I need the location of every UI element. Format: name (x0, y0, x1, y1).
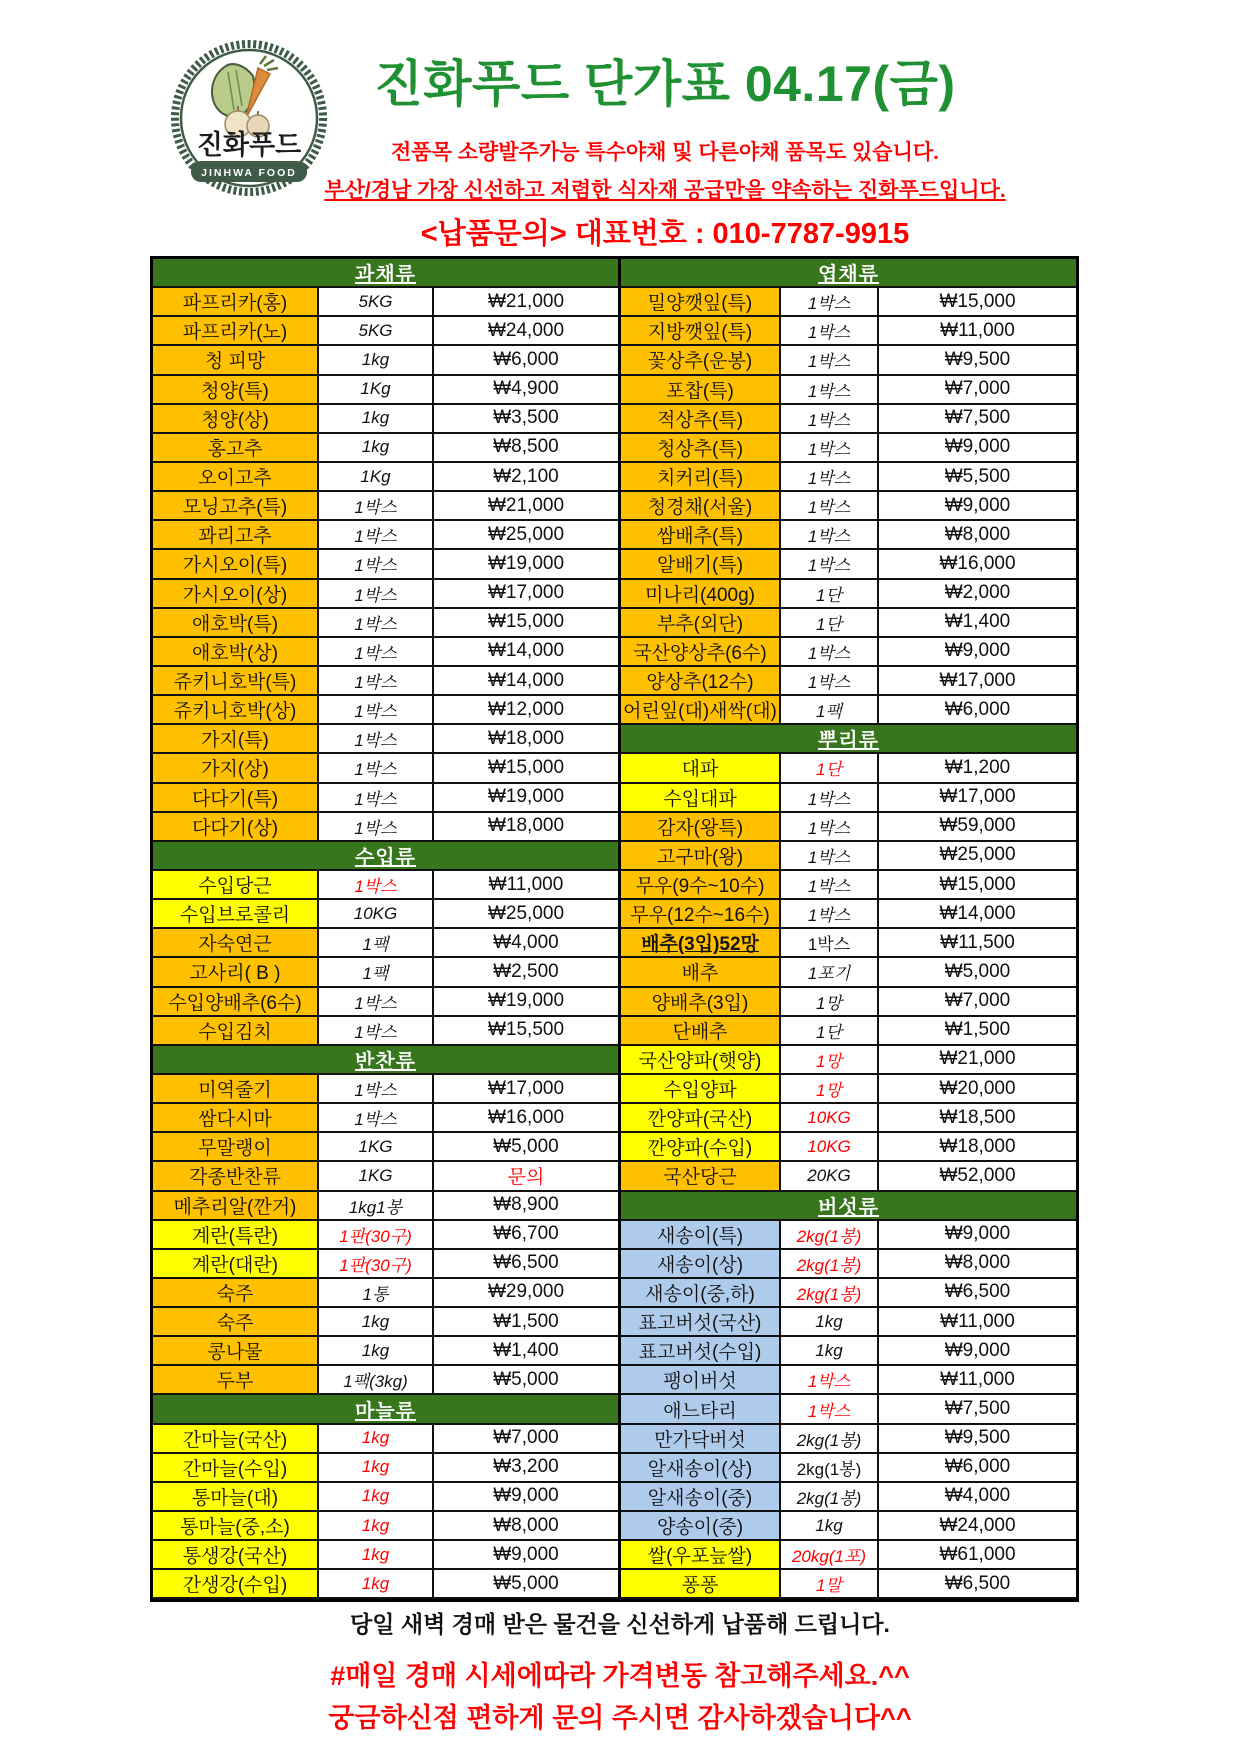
item-price-cell: ₩14,000 (879, 900, 1076, 929)
item-name-cell: 표고버섯(국산) (621, 1308, 781, 1337)
item-price-cell: ₩25,000 (879, 842, 1076, 871)
item-unit-cell: 1박스 (319, 580, 434, 609)
price-tables (150, 256, 1079, 1602)
item-unit-cell: 1통 (319, 1279, 434, 1308)
item-unit-cell: 2kg(1봉) (781, 1221, 879, 1250)
item-name-cell: 홍고추 (153, 434, 319, 463)
item-price-cell: ₩1,400 (434, 1337, 618, 1366)
item-price-cell: ₩15,500 (434, 1017, 618, 1046)
item-name-cell: 수입김치 (153, 1017, 319, 1046)
item-unit-cell: 1박스 (319, 638, 434, 667)
item-unit-cell: 1망 (781, 988, 879, 1017)
item-name-cell: 미역줄기 (153, 1075, 319, 1104)
item-unit-cell: 1박스 (319, 521, 434, 550)
item-name-cell: 통마늘(중,소) (153, 1512, 319, 1541)
item-unit-cell: 1단 (781, 1017, 879, 1046)
item-unit-cell: 1kg (319, 1570, 434, 1599)
section-header: 뿌리류 (621, 725, 1076, 754)
item-unit-cell: 1박스 (781, 1395, 879, 1424)
item-unit-cell: 1박스 (781, 376, 879, 405)
item-name-cell: 모닝고추(특) (153, 492, 319, 521)
item-price-cell: ₩6,500 (879, 1279, 1076, 1308)
item-price-cell: ₩15,000 (879, 871, 1076, 900)
item-name-cell: 다다기(특) (153, 784, 319, 813)
item-name-cell: 애느타리 (621, 1395, 781, 1424)
footer-price-change-note: #매일 경매 시세에따라 가격변동 참고해주세요.^^ (330, 1661, 910, 1691)
item-unit-cell: 1Kg (319, 376, 434, 405)
item-price-cell: ₩1,500 (434, 1308, 618, 1337)
item-price-cell: ₩2,500 (434, 958, 618, 987)
item-name-cell: 청 피망 (153, 346, 319, 375)
item-price-cell: ₩5,000 (434, 1366, 618, 1395)
item-price-cell: ₩7,500 (879, 405, 1076, 434)
item-name-cell: 무우(12수~16수) (621, 900, 781, 929)
contact-phone-line: <납품문의> 대표번호 : 010-7787-9915 (420, 218, 910, 250)
item-price-cell: ₩8,000 (879, 1250, 1076, 1279)
item-name-cell: 수입양배추(6수) (153, 988, 319, 1017)
item-unit-cell: 2kg(1봉) (781, 1279, 879, 1308)
item-name-cell: 만가닥버섯 (621, 1425, 781, 1454)
item-unit-cell: 1박스 (319, 988, 434, 1017)
header-text-block (320, 44, 1010, 252)
item-price-cell: ₩6,500 (879, 1570, 1076, 1599)
item-price-cell: ₩9,000 (434, 1483, 618, 1512)
item-name-cell: 자숙연근 (153, 929, 319, 958)
item-unit-cell: 1Kg (319, 463, 434, 492)
notice-line-1: 전품목 소량발주가능 특수야채 및 다른야채 품목도 있습니다. (391, 141, 939, 164)
item-name-cell: 오이고추 (153, 463, 319, 492)
section-header: 수입류 (153, 842, 618, 871)
item-price-cell: ₩6,000 (434, 346, 618, 375)
item-price-cell: ₩16,000 (434, 1104, 618, 1133)
item-unit-cell: 5KG (319, 317, 434, 346)
item-unit-cell: 1박스 (781, 492, 879, 521)
item-price-cell: ₩5,000 (879, 958, 1076, 987)
item-price-cell: ₩11,000 (879, 1308, 1076, 1337)
item-price-cell: ₩4,000 (434, 929, 618, 958)
item-price-cell: ₩9,000 (879, 1221, 1076, 1250)
item-price-cell: ₩14,000 (434, 638, 618, 667)
section-header: 버섯류 (621, 1192, 1076, 1221)
item-name-cell: 간마늘(국산) (153, 1425, 319, 1454)
footer-delivery-note: 당일 새벽 경매 받은 물건을 신선하게 납품해 드립니다. (350, 1611, 890, 1637)
item-unit-cell: 10KG (319, 900, 434, 929)
item-name-cell: 알새송이(상) (621, 1454, 781, 1483)
item-name-cell: 배추 (621, 958, 781, 987)
item-unit-cell: 1박스 (319, 667, 434, 696)
item-unit-cell: 1KG (319, 1162, 434, 1191)
item-name-cell: 퐁퐁 (621, 1570, 781, 1599)
item-unit-cell: 1팩 (319, 929, 434, 958)
item-unit-cell: 1말 (781, 1570, 879, 1599)
item-unit-cell: 1kg (319, 405, 434, 434)
item-unit-cell: 1kg (319, 1483, 434, 1512)
item-unit-cell: 1kg (319, 1337, 434, 1366)
item-unit-cell: 1판(30구) (319, 1221, 434, 1250)
item-name-cell: 콩나물 (153, 1337, 319, 1366)
item-unit-cell: 2kg(1봉) (781, 1454, 879, 1483)
item-price-cell: ₩14,000 (434, 667, 618, 696)
item-price-cell: ₩1,500 (879, 1017, 1076, 1046)
item-price-cell: ₩7,000 (879, 988, 1076, 1017)
item-price-cell: ₩15,000 (434, 754, 618, 783)
item-unit-cell: 1박스 (319, 1104, 434, 1133)
item-unit-cell: 1kg (781, 1512, 879, 1541)
item-name-cell: 치커리(특) (621, 463, 781, 492)
item-price-cell: ₩9,000 (879, 492, 1076, 521)
item-name-cell: 가시오이(상) (153, 580, 319, 609)
item-unit-cell: 20KG (781, 1162, 879, 1191)
item-unit-cell: 1팩(3kg) (319, 1366, 434, 1395)
item-name-cell: 쌈다시마 (153, 1104, 319, 1133)
item-price-cell: ₩15,000 (434, 609, 618, 638)
item-price-cell: ₩12,000 (434, 696, 618, 725)
item-unit-cell: 1kg1봉 (319, 1192, 434, 1221)
item-unit-cell: 1단 (781, 609, 879, 638)
item-name-cell: 국산당근 (621, 1162, 781, 1191)
item-price-cell: ₩5,000 (434, 1570, 618, 1599)
item-price-cell: ₩1,400 (879, 609, 1076, 638)
item-name-cell: 간생강(수입) (153, 1570, 319, 1599)
item-price-cell: ₩18,500 (879, 1104, 1076, 1133)
item-unit-cell: 1박스 (781, 929, 879, 958)
item-unit-cell: 1박스 (781, 405, 879, 434)
item-name-cell: 양송이(중) (621, 1512, 781, 1541)
item-unit-cell: 1팩 (781, 696, 879, 725)
item-unit-cell: 1박스 (781, 317, 879, 346)
footer-inquiry-note: 궁금하신점 편하게 문의 주시면 감사하겠습니다^^ (328, 1703, 912, 1733)
item-name-cell: 어린잎(대)새싹(대) (621, 696, 781, 725)
item-name-cell: 두부 (153, 1366, 319, 1395)
item-price-cell: ₩52,000 (879, 1162, 1076, 1191)
item-unit-cell: 1박스 (319, 1017, 434, 1046)
item-name-cell: 새송이(중,하) (621, 1279, 781, 1308)
item-name-cell: 밀양깻잎(특) (621, 288, 781, 317)
item-name-cell: 포찹(특) (621, 376, 781, 405)
item-name-cell: 애호박(특) (153, 609, 319, 638)
item-price-cell: ₩4,900 (434, 376, 618, 405)
item-unit-cell: 1망 (781, 1075, 879, 1104)
item-name-cell: 숙주 (153, 1279, 319, 1308)
item-unit-cell: 1kg (319, 434, 434, 463)
item-unit-cell: 1박스 (781, 434, 879, 463)
item-price-cell: ₩15,000 (879, 288, 1076, 317)
item-price-cell: ₩8,000 (434, 1512, 618, 1541)
item-unit-cell: 2kg(1봉) (781, 1425, 879, 1454)
item-name-cell: 깐양파(수입) (621, 1133, 781, 1162)
item-name-cell: 알배기(특) (621, 550, 781, 579)
item-unit-cell: 1박스 (781, 842, 879, 871)
item-unit-cell: 1kg (781, 1337, 879, 1366)
item-unit-cell: 2kg(1봉) (781, 1250, 879, 1279)
item-price-cell: ₩8,000 (879, 521, 1076, 550)
item-price-cell: ₩21,000 (434, 492, 618, 521)
item-price-cell: ₩9,500 (879, 1425, 1076, 1454)
item-price-cell: ₩18,000 (879, 1133, 1076, 1162)
item-price-cell: 문의 (434, 1162, 618, 1191)
item-name-cell: 쌈배추(특) (621, 521, 781, 550)
item-unit-cell: 1박스 (319, 784, 434, 813)
item-price-cell: ₩2,000 (879, 580, 1076, 609)
item-unit-cell: 1박스 (319, 754, 434, 783)
item-price-cell: ₩11,000 (879, 1366, 1076, 1395)
item-unit-cell: 1kg (781, 1308, 879, 1337)
item-unit-cell: 1박스 (319, 609, 434, 638)
item-price-cell: ₩11,000 (879, 317, 1076, 346)
item-unit-cell: 1박스 (319, 550, 434, 579)
item-price-cell: ₩11,500 (879, 929, 1076, 958)
item-price-cell: ₩17,000 (879, 667, 1076, 696)
section-header: 마늘류 (153, 1395, 618, 1424)
item-name-cell: 표고버섯(수입) (621, 1337, 781, 1366)
item-name-cell: 청양(상) (153, 405, 319, 434)
item-name-cell: 고구마(왕) (621, 842, 781, 871)
item-name-cell: 수입브로콜리 (153, 900, 319, 929)
item-name-cell: 계란(특란) (153, 1221, 319, 1250)
item-price-cell: ₩59,000 (879, 813, 1076, 842)
item-unit-cell: 1박스 (319, 813, 434, 842)
item-unit-cell: 1kg (319, 1308, 434, 1337)
item-price-cell: ₩25,000 (434, 521, 618, 550)
item-name-cell: 무말랭이 (153, 1133, 319, 1162)
item-name-cell: 다다기(상) (153, 813, 319, 842)
item-unit-cell: 1박스 (781, 521, 879, 550)
item-name-cell: 감자(왕특) (621, 813, 781, 842)
item-unit-cell: 1박스 (781, 871, 879, 900)
item-price-cell: ₩9,000 (879, 638, 1076, 667)
item-name-cell: 깐양파(국산) (621, 1104, 781, 1133)
item-name-cell: 애호박(상) (153, 638, 319, 667)
item-name-cell: 파프리카(홍) (153, 288, 319, 317)
section-header: 과채류 (153, 259, 618, 288)
item-price-cell: ₩18,000 (434, 725, 618, 754)
logo-korean-text: 진화푸드 (196, 130, 302, 160)
item-name-cell: 고사리( B ) (153, 958, 319, 987)
item-price-cell: ₩6,000 (879, 696, 1076, 725)
item-unit-cell: 1박스 (781, 900, 879, 929)
item-price-cell: ₩21,000 (434, 288, 618, 317)
item-price-cell: ₩9,000 (879, 1337, 1076, 1366)
item-price-cell: ₩19,000 (434, 550, 618, 579)
item-unit-cell: 1판(30구) (319, 1250, 434, 1279)
item-unit-cell: 1박스 (319, 871, 434, 900)
item-name-cell: 미나리(400g) (621, 580, 781, 609)
item-price-cell: ₩6,700 (434, 1221, 618, 1250)
item-price-cell: ₩17,000 (434, 580, 618, 609)
item-price-cell: ₩11,000 (434, 871, 618, 900)
item-name-cell: 통마늘(대) (153, 1483, 319, 1512)
item-price-cell: ₩19,000 (434, 784, 618, 813)
item-price-cell: ₩17,000 (879, 784, 1076, 813)
item-name-cell: 알새송이(중) (621, 1483, 781, 1512)
item-name-cell: 가지(특) (153, 725, 319, 754)
item-name-cell: 부추(외단) (621, 609, 781, 638)
item-unit-cell: 1박스 (319, 1075, 434, 1104)
item-unit-cell: 1kg (319, 1512, 434, 1541)
item-unit-cell: 1박스 (781, 813, 879, 842)
item-price-cell: ₩16,000 (879, 550, 1076, 579)
item-name-cell: 단배추 (621, 1017, 781, 1046)
item-name-cell: 국산양파(햇양) (621, 1046, 781, 1075)
item-unit-cell: 1박스 (781, 667, 879, 696)
item-unit-cell: 10KG (781, 1104, 879, 1133)
company-logo (166, 38, 332, 198)
item-price-cell: ₩24,000 (879, 1512, 1076, 1541)
item-unit-cell: 1KG (319, 1133, 434, 1162)
item-price-cell: ₩3,200 (434, 1454, 618, 1483)
item-price-cell: ₩9,000 (434, 1541, 618, 1570)
item-unit-cell: 1단 (781, 580, 879, 609)
item-unit-cell: 1박스 (781, 346, 879, 375)
item-price-cell: ₩7,500 (879, 1395, 1076, 1424)
item-unit-cell: 5KG (319, 288, 434, 317)
item-unit-cell: 1박스 (319, 725, 434, 754)
item-name-cell: 쌀(우포늪쌀) (621, 1541, 781, 1570)
item-price-cell: ₩29,000 (434, 1279, 618, 1308)
item-unit-cell: 1박스 (319, 492, 434, 521)
item-name-cell: 파프리카(노) (153, 317, 319, 346)
item-price-cell: ₩20,000 (879, 1075, 1076, 1104)
item-price-cell: ₩7,000 (879, 376, 1076, 405)
item-name-cell: 팽이버섯 (621, 1366, 781, 1395)
company-logo-image (166, 38, 332, 198)
item-name-cell: 쥬키니호박(상) (153, 696, 319, 725)
item-name-cell: 계란(대란) (153, 1250, 319, 1279)
item-name-cell: 가지(상) (153, 754, 319, 783)
logo-english-text: JINHWA FOOD (201, 167, 297, 179)
section-header: 엽채류 (621, 259, 1076, 288)
item-name-cell: 청경채(서울) (621, 492, 781, 521)
item-unit-cell: 1kg (319, 346, 434, 375)
item-unit-cell: 1포기 (781, 958, 879, 987)
item-name-cell: 새송이(상) (621, 1250, 781, 1279)
item-unit-cell: 1단 (781, 754, 879, 783)
item-name-cell: 양배추(3입) (621, 988, 781, 1017)
item-unit-cell: 1팩 (319, 958, 434, 987)
item-name-cell: 메추리알(깐거) (153, 1192, 319, 1221)
page-title: 진화푸드 단가표 04.17(금) (374, 56, 956, 112)
item-price-cell: ₩6,000 (879, 1454, 1076, 1483)
item-price-cell: ₩25,000 (434, 900, 618, 929)
notice-line-2: 부산/경남 가장 신선하고 저렴한 식자재 공급만을 약속하는 진화푸드입니다. (324, 179, 1006, 202)
item-unit-cell: 1kg (319, 1541, 434, 1570)
item-name-cell: 배추(3입)52망 (621, 929, 781, 958)
item-price-cell: ₩9,000 (879, 434, 1076, 463)
item-name-cell: 수입당근 (153, 871, 319, 900)
item-name-cell: 간마늘(수입) (153, 1454, 319, 1483)
item-unit-cell: 2kg(1봉) (781, 1483, 879, 1512)
item-name-cell: 각종반찬류 (153, 1162, 319, 1191)
item-price-cell: ₩6,500 (434, 1250, 618, 1279)
price-table-left (153, 259, 621, 1599)
item-name-cell: 꽃상추(운봉) (621, 346, 781, 375)
item-unit-cell: 1망 (781, 1046, 879, 1075)
item-price-cell: ₩21,000 (879, 1046, 1076, 1075)
item-price-cell: ₩3,500 (434, 405, 618, 434)
item-unit-cell: 1박스 (781, 784, 879, 813)
item-name-cell: 무우(9수~10수) (621, 871, 781, 900)
item-name-cell: 청양(특) (153, 376, 319, 405)
item-price-cell: ₩18,000 (434, 813, 618, 842)
item-name-cell: 새송이(특) (621, 1221, 781, 1250)
item-name-cell: 수입대파 (621, 784, 781, 813)
item-price-cell: ₩5,500 (879, 463, 1076, 492)
item-name-cell: 통생강(국산) (153, 1541, 319, 1570)
item-price-cell: ₩61,000 (879, 1541, 1076, 1570)
item-price-cell: ₩2,100 (434, 463, 618, 492)
item-price-cell: ₩19,000 (434, 988, 618, 1017)
item-name-cell: 숙주 (153, 1308, 319, 1337)
item-unit-cell: 20kg(1포) (781, 1541, 879, 1570)
item-name-cell: 국산양상추(6수) (621, 638, 781, 667)
item-name-cell: 적상추(특) (621, 405, 781, 434)
item-name-cell: 양상추(12수) (621, 667, 781, 696)
item-price-cell: ₩24,000 (434, 317, 618, 346)
item-price-cell: ₩8,500 (434, 434, 618, 463)
item-price-cell: ₩17,000 (434, 1075, 618, 1104)
item-unit-cell: 1kg (319, 1425, 434, 1454)
item-unit-cell: 1박스 (781, 1366, 879, 1395)
item-price-cell: ₩5,000 (434, 1133, 618, 1162)
item-unit-cell: 10KG (781, 1133, 879, 1162)
price-table-right (621, 259, 1076, 1599)
item-price-cell: ₩4,000 (879, 1483, 1076, 1512)
item-name-cell: 지방깻잎(특) (621, 317, 781, 346)
item-unit-cell: 1kg (319, 1454, 434, 1483)
item-unit-cell: 1박스 (781, 288, 879, 317)
item-unit-cell: 1박스 (319, 696, 434, 725)
item-price-cell: ₩9,500 (879, 346, 1076, 375)
item-price-cell: ₩7,000 (434, 1425, 618, 1454)
item-name-cell: 청상추(특) (621, 434, 781, 463)
item-price-cell: ₩8,900 (434, 1192, 618, 1221)
item-name-cell: 꽈리고추 (153, 521, 319, 550)
item-unit-cell: 1박스 (781, 638, 879, 667)
item-unit-cell: 1박스 (781, 463, 879, 492)
section-header: 반찬류 (153, 1046, 618, 1075)
item-name-cell: 수입양파 (621, 1075, 781, 1104)
item-unit-cell: 1박스 (781, 550, 879, 579)
item-name-cell: 가시오이(특) (153, 550, 319, 579)
item-price-cell: ₩1,200 (879, 754, 1076, 783)
item-name-cell: 쥬키니호박(특) (153, 667, 319, 696)
item-name-cell: 대파 (621, 754, 781, 783)
